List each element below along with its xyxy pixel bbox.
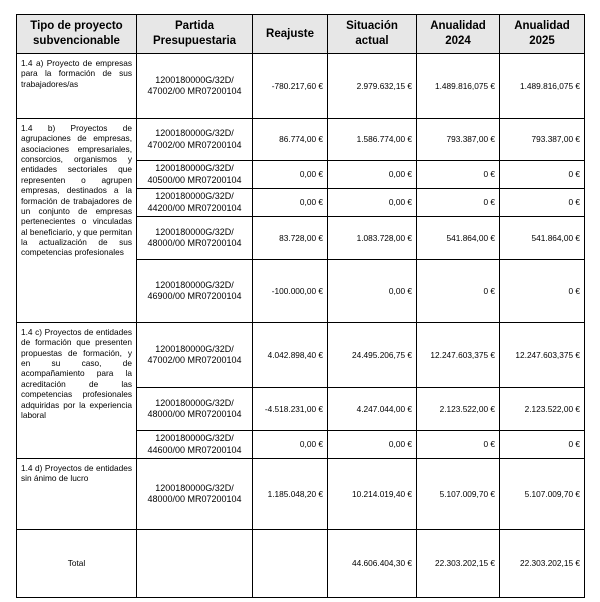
table-row xyxy=(17,323,585,388)
total-reajuste-cell xyxy=(253,530,328,598)
anualidad-2025-cell: 541.864,00 € xyxy=(500,217,585,260)
total-anualidad-2024-cell: 22.303.202,15 € xyxy=(417,530,500,598)
anualidad-2024-cell: 0 € xyxy=(417,431,500,459)
tipo-cell: 1.4 d) Proyectos de entidades sin ánimo de lucro xyxy=(17,459,137,530)
partida-cell: 1200180000G/32D/ 48000/00 MR07200104 xyxy=(137,388,253,431)
anualidad-2024-cell: 541.864,00 € xyxy=(417,217,500,260)
header-anualidad-2024: Anualidad 2024 xyxy=(417,15,500,54)
anualidad-2025-cell: 12.247.603,375 € xyxy=(500,323,585,388)
situacion-cell: 0,00 € xyxy=(328,260,417,323)
reajuste-cell: -100.000,00 € xyxy=(253,260,328,323)
anualidad-2024-cell: 0 € xyxy=(417,260,500,323)
table-row xyxy=(17,54,585,119)
reajuste-cell: -780.217,60 € xyxy=(253,54,328,119)
header-row xyxy=(17,15,585,54)
reajuste-cell: -4.518.231,00 € xyxy=(253,388,328,431)
anualidad-2025-cell: 0 € xyxy=(500,161,585,189)
tipo-cell: 1.4 b) Proyectos de agrupaciones de empresas, asociaciones empresariales, consorcios, organismos y entidades sectoriales que representen o agrupen empresas, destinados a la formación de trabajadores de un conjunto de empresas pertenecientes o vinculadas al beneficiario, y que permitan la actualización de sus competencias profesionales xyxy=(17,119,137,323)
total-situacion-cell: 44.606.404,30 € xyxy=(328,530,417,598)
anualidad-2025-cell: 0 € xyxy=(500,260,585,323)
table-row xyxy=(17,459,585,530)
situacion-cell: 0,00 € xyxy=(328,431,417,459)
anualidad-2025-cell: 0 € xyxy=(500,431,585,459)
header-partida: Partida Presupuestaria xyxy=(137,15,253,54)
situacion-cell: 1.586.774,00 € xyxy=(328,119,417,161)
anualidad-2024-cell: 793.387,00 € xyxy=(417,119,500,161)
reajuste-cell: 0,00 € xyxy=(253,431,328,459)
anualidad-2024-cell: 0 € xyxy=(417,161,500,189)
partida-cell: 1200180000G/32D/ 47002/00 MR07200104 xyxy=(137,119,253,161)
budget-table xyxy=(16,14,585,598)
anualidad-2025-cell: 1.489.816,075 € xyxy=(500,54,585,119)
reajuste-cell: 1.185.048,20 € xyxy=(253,459,328,530)
tipo-cell: 1.4 c) Proyectos de entidades de formación que presenten propuestas de formación, y en su caso, de acompañamiento para la acreditación de las competencias profesionales adquiridas por la experiencia laboral xyxy=(17,323,137,459)
anualidad-2024-cell: 5.107.009,70 € xyxy=(417,459,500,530)
reajuste-cell: 86.774,00 € xyxy=(253,119,328,161)
header-anualidad-2025: Anualidad 2025 xyxy=(500,15,585,54)
anualidad-2025-cell: 793.387,00 € xyxy=(500,119,585,161)
anualidad-2024-cell: 2.123.522,00 € xyxy=(417,388,500,431)
tipo-cell: 1.4 a) Proyecto de empresas para la formación de sus trabajadores/as xyxy=(17,54,137,119)
anualidad-2024-cell: 1.489.816,075 € xyxy=(417,54,500,119)
partida-cell: 1200180000G/32D/ 47002/00 MR07200104 xyxy=(137,54,253,119)
partida-cell: 1200180000G/32D/ 40500/00 MR07200104 xyxy=(137,161,253,189)
anualidad-2024-cell: 12.247.603,375 € xyxy=(417,323,500,388)
header-tipo: Tipo de proyecto subvencionable xyxy=(17,15,137,54)
total-anualidad-2025-cell: 22.303.202,15 € xyxy=(500,530,585,598)
situacion-cell: 2.979.632,15 € xyxy=(328,54,417,119)
partida-cell: 1200180000G/32D/ 46900/00 MR07200104 xyxy=(137,260,253,323)
table-row xyxy=(17,119,585,161)
total-partida-cell xyxy=(137,530,253,598)
header-situacion: Situación actual xyxy=(328,15,417,54)
partida-cell: 1200180000G/32D/ 44200/00 MR07200104 xyxy=(137,189,253,217)
header-reajuste: Reajuste xyxy=(253,15,328,54)
partida-cell: 1200180000G/32D/ 48000/00 MR07200104 xyxy=(137,459,253,530)
partida-cell: 1200180000G/32D/ 48000/00 MR07200104 xyxy=(137,217,253,260)
total-label: Total xyxy=(17,530,137,598)
situacion-cell: 10.214.019,40 € xyxy=(328,459,417,530)
anualidad-2025-cell: 0 € xyxy=(500,189,585,217)
reajuste-cell: 83.728,00 € xyxy=(253,217,328,260)
reajuste-cell: 0,00 € xyxy=(253,189,328,217)
situacion-cell: 0,00 € xyxy=(328,161,417,189)
anualidad-2025-cell: 5.107.009,70 € xyxy=(500,459,585,530)
reajuste-cell: 4.042.898,40 € xyxy=(253,323,328,388)
anualidad-2025-cell: 2.123.522,00 € xyxy=(500,388,585,431)
reajuste-cell: 0,00 € xyxy=(253,161,328,189)
partida-cell: 1200180000G/32D/ 47002/00 MR07200104 xyxy=(137,323,253,388)
partida-cell: 1200180000G/32D/ 44600/00 MR07200104 xyxy=(137,431,253,459)
total-row xyxy=(17,530,585,598)
situacion-cell: 24.495.206,75 € xyxy=(328,323,417,388)
situacion-cell: 0,00 € xyxy=(328,189,417,217)
situacion-cell: 4.247.044,00 € xyxy=(328,388,417,431)
anualidad-2024-cell: 0 € xyxy=(417,189,500,217)
situacion-cell: 1.083.728,00 € xyxy=(328,217,417,260)
